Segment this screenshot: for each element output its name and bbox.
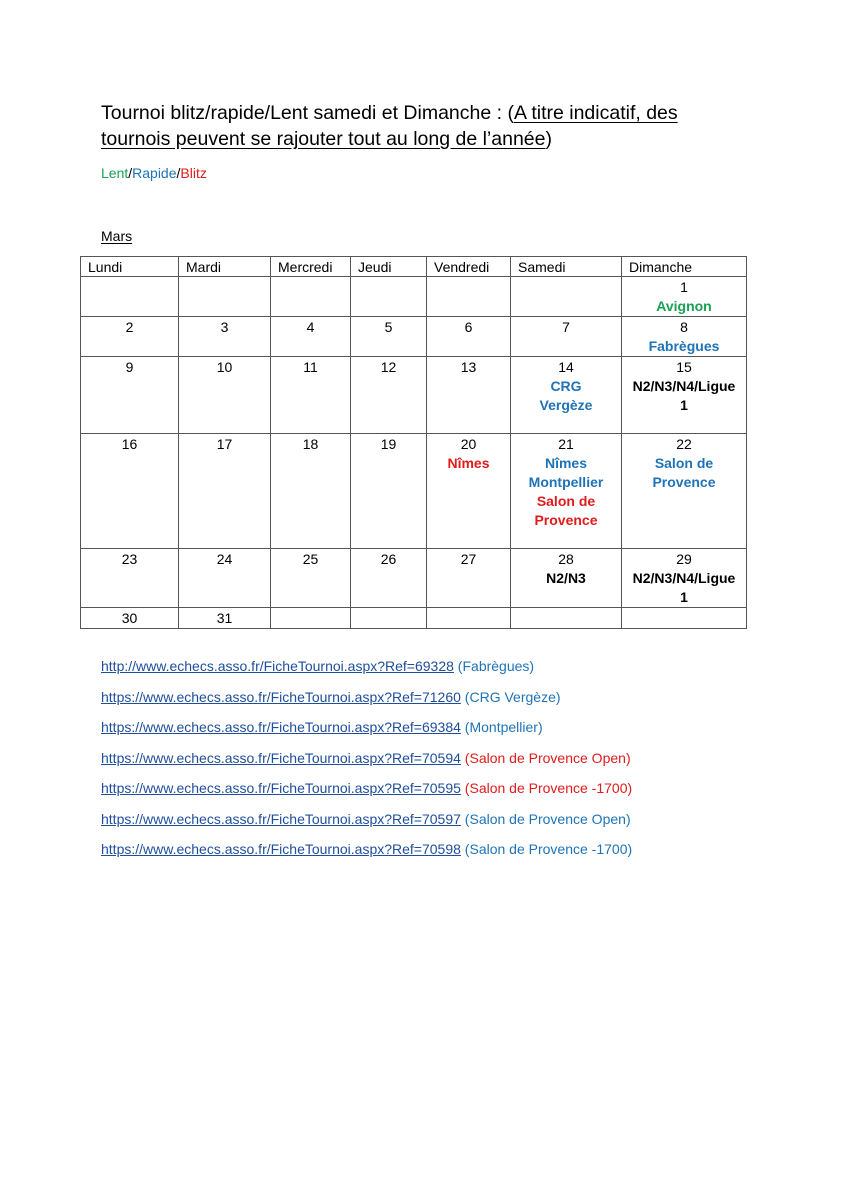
calendar-day-cell [351,317,427,357]
day-number: 26 [380,551,397,567]
calendar-day-cell [622,608,747,629]
calendar-day-cell [351,277,427,317]
paren: ( [460,719,470,735]
header-lundi: Lundi [81,257,179,277]
event-label: Provence [534,512,598,528]
tournament-link[interactable]: https://www.echecs.asso.fr/FicheTournoi.aspx?Ref=70595 [101,780,461,796]
calendar-day-cell [271,549,351,608]
header-mardi: Mardi [179,257,271,277]
event-label: Salon de [536,493,596,509]
calendar-day-cell [81,549,179,608]
calendar-day-cell [427,434,511,549]
calendar-day-cell [622,549,747,608]
tournament-link[interactable]: https://www.echecs.asso.fr/FicheTournoi.aspx?Ref=71260 [101,688,461,705]
day-number [427,608,510,609]
day-number: 19 [380,436,397,452]
event-label: Nîmes [447,455,490,471]
day-number: 15 [676,359,692,375]
day-number: 31 [216,610,233,626]
day-number: 17 [216,436,233,452]
color-legend [101,165,207,181]
calendar-day-cell [511,608,622,629]
day-number: 3 [220,319,229,335]
paren: ) [627,841,633,857]
day-number: 29 [676,551,692,567]
event-label: Nîmes [544,455,588,471]
tournament-link[interactable]: https://www.echecs.asso.fr/FicheTournoi.aspx?Ref=70598 [101,841,461,857]
calendar-day-cell [179,434,271,549]
calendar-day-cell [81,608,179,629]
event-label: N2/N3/N4/Ligue [632,378,736,394]
day-number: 10 [216,359,233,375]
title-note: A titre indicatif, des tournois peuvent se rajouter tout au long de l’année [101,102,678,150]
day-number: 6 [464,319,473,335]
calendar-day-cell [622,277,747,317]
paren: ) [529,658,535,674]
paren: ( [460,688,470,705]
tournament-link[interactable]: https://www.echecs.asso.fr/FicheTournoi.aspx?Ref=69384 [101,719,461,735]
calendar-day-cell [511,317,622,357]
link-label: Salon de Provence Open [469,749,626,766]
header-vendredi: Vendredi [427,257,511,277]
calendar-day-cell [271,277,351,317]
day-number: 16 [121,436,138,452]
event-label: 1 [680,397,688,413]
calendar-day-cell [271,357,351,434]
link-line [101,717,632,748]
calendar-day-cell [179,277,271,317]
day-number: 11 [303,359,318,375]
day-number: 30 [121,610,138,626]
day-number: 25 [302,551,319,567]
link-line [101,839,632,870]
tournament-link[interactable]: https://www.echecs.asso.fr/FicheTournoi.aspx?Ref=70597 [101,810,461,827]
link-label: Salon de Provence Open [469,810,626,827]
calendar-week-row [81,434,747,549]
day-number [351,608,426,609]
calendar-day-cell [427,357,511,434]
day-number: 14 [558,359,574,375]
calendar-day-cell [271,317,351,357]
link-label: Montpellier [469,719,538,735]
calendar-day-cell [511,434,622,549]
calendar-header-row [81,257,747,277]
calendar-day-cell [179,357,271,434]
day-number: 5 [384,319,393,335]
day-number: 23 [121,551,138,567]
day-number: 21 [558,436,574,452]
calendar-day-cell [351,549,427,608]
event-label: N2/N3 [546,570,586,586]
paren: ( [460,810,470,827]
day-number: 1 [680,279,688,295]
legend-separator: / [128,165,133,181]
header-samedi: Samedi [511,257,622,277]
calendar-day-cell [351,357,427,434]
calendar-day-cell [511,549,622,608]
calendar-day-cell [427,317,511,357]
legend-blitz: Blitz [180,165,207,181]
link-label: CRG Vergèze [469,688,556,705]
calendar-day-cell [427,608,511,629]
header-dimanche: Dimanche [622,257,747,277]
calendar-week-row [81,277,747,317]
day-number: 24 [216,551,233,567]
day-number [351,277,426,278]
header-mercredi: Mercredi [271,257,351,277]
day-number [179,277,270,278]
title-paren-close: ) [545,128,552,150]
month-label: Mars [101,228,133,244]
day-number [511,277,621,278]
link-line [101,656,632,687]
paren: ) [537,719,543,735]
legend-rapide: Rapide [132,165,177,181]
link-line [101,809,632,840]
calendar-day-cell [179,608,271,629]
calendar-day-cell [351,608,427,629]
calendar-week-row [81,317,747,357]
calendar-day-cell [351,434,427,549]
paren: ) [625,749,631,766]
calendar-day-cell [427,277,511,317]
day-number [622,608,746,609]
day-number: 20 [460,436,477,452]
day-number [427,277,510,278]
calendar-table [80,256,747,629]
day-number: 27 [460,551,477,567]
day-number: 18 [302,436,319,452]
calendar-body [81,277,747,629]
calendar-day-cell [511,277,622,317]
event-label: Montpellier [528,474,604,490]
title-paren-open: ( [507,102,514,124]
link-line [101,687,632,718]
tournament-links [101,656,632,870]
event-label: Salon de [654,455,714,471]
calendar-day-cell [81,357,179,434]
paren: ) [555,688,561,705]
link-line [101,748,632,779]
legend-lent: Lent [101,165,129,181]
day-number: 9 [125,359,134,375]
paren: ( [460,780,470,796]
tournament-link[interactable]: http://www.echecs.asso.fr/FicheTournoi.aspx?Ref=69328 [101,658,454,674]
link-label: Fabrègues [462,658,530,674]
day-number: 13 [460,359,477,375]
day-number [271,277,350,278]
day-number: 28 [558,551,574,567]
day-number: 2 [125,319,134,335]
day-number [511,608,621,609]
link-label: Salon de Provence -1700 [469,841,628,857]
paren: ( [460,841,470,857]
calendar-day-cell [179,549,271,608]
calendar-week-row [81,357,747,434]
paren: ) [627,780,633,796]
calendar-week-row [81,549,747,608]
event-label: Fabrègues [648,338,720,354]
calendar-day-cell [427,549,511,608]
event-label: N2/N3/N4/Ligue [632,570,736,586]
tournament-link[interactable]: https://www.echecs.asso.fr/FicheTournoi.aspx?Ref=70594 [101,749,461,766]
calendar-day-cell [81,434,179,549]
paren: ( [460,749,470,766]
calendar-day-cell [622,357,747,434]
day-number: 22 [676,436,692,452]
calendar-day-cell [179,317,271,357]
paren: ( [453,658,463,674]
day-number: 12 [380,359,397,375]
calendar-day-cell [271,608,351,629]
day-number: 4 [306,319,315,335]
event-label: Vergèze [539,397,593,413]
day-number: 7 [562,319,570,335]
calendar-day-cell [81,317,179,357]
event-label: CRG [550,378,582,394]
calendar-week-row [81,608,747,629]
title-text: Tournoi blitz/rapide/Lent samedi et Dimanche : [101,102,508,124]
day-number: 8 [680,319,688,335]
day-number [81,277,178,278]
calendar-day-cell [511,357,622,434]
legend-separator: / [176,165,181,181]
day-number [271,608,350,609]
calendar-day-cell [622,434,747,549]
calendar-day-cell [622,317,747,357]
event-label: Provence [652,474,716,490]
link-line [101,778,632,809]
link-label: Salon de Provence -1700 [469,780,628,796]
paren: ) [625,810,631,827]
event-label: Avignon [656,298,712,314]
event-label: 1 [680,589,688,605]
page-title [101,100,721,152]
calendar-day-cell [271,434,351,549]
header-jeudi: Jeudi [351,257,427,277]
calendar-day-cell [81,277,179,317]
